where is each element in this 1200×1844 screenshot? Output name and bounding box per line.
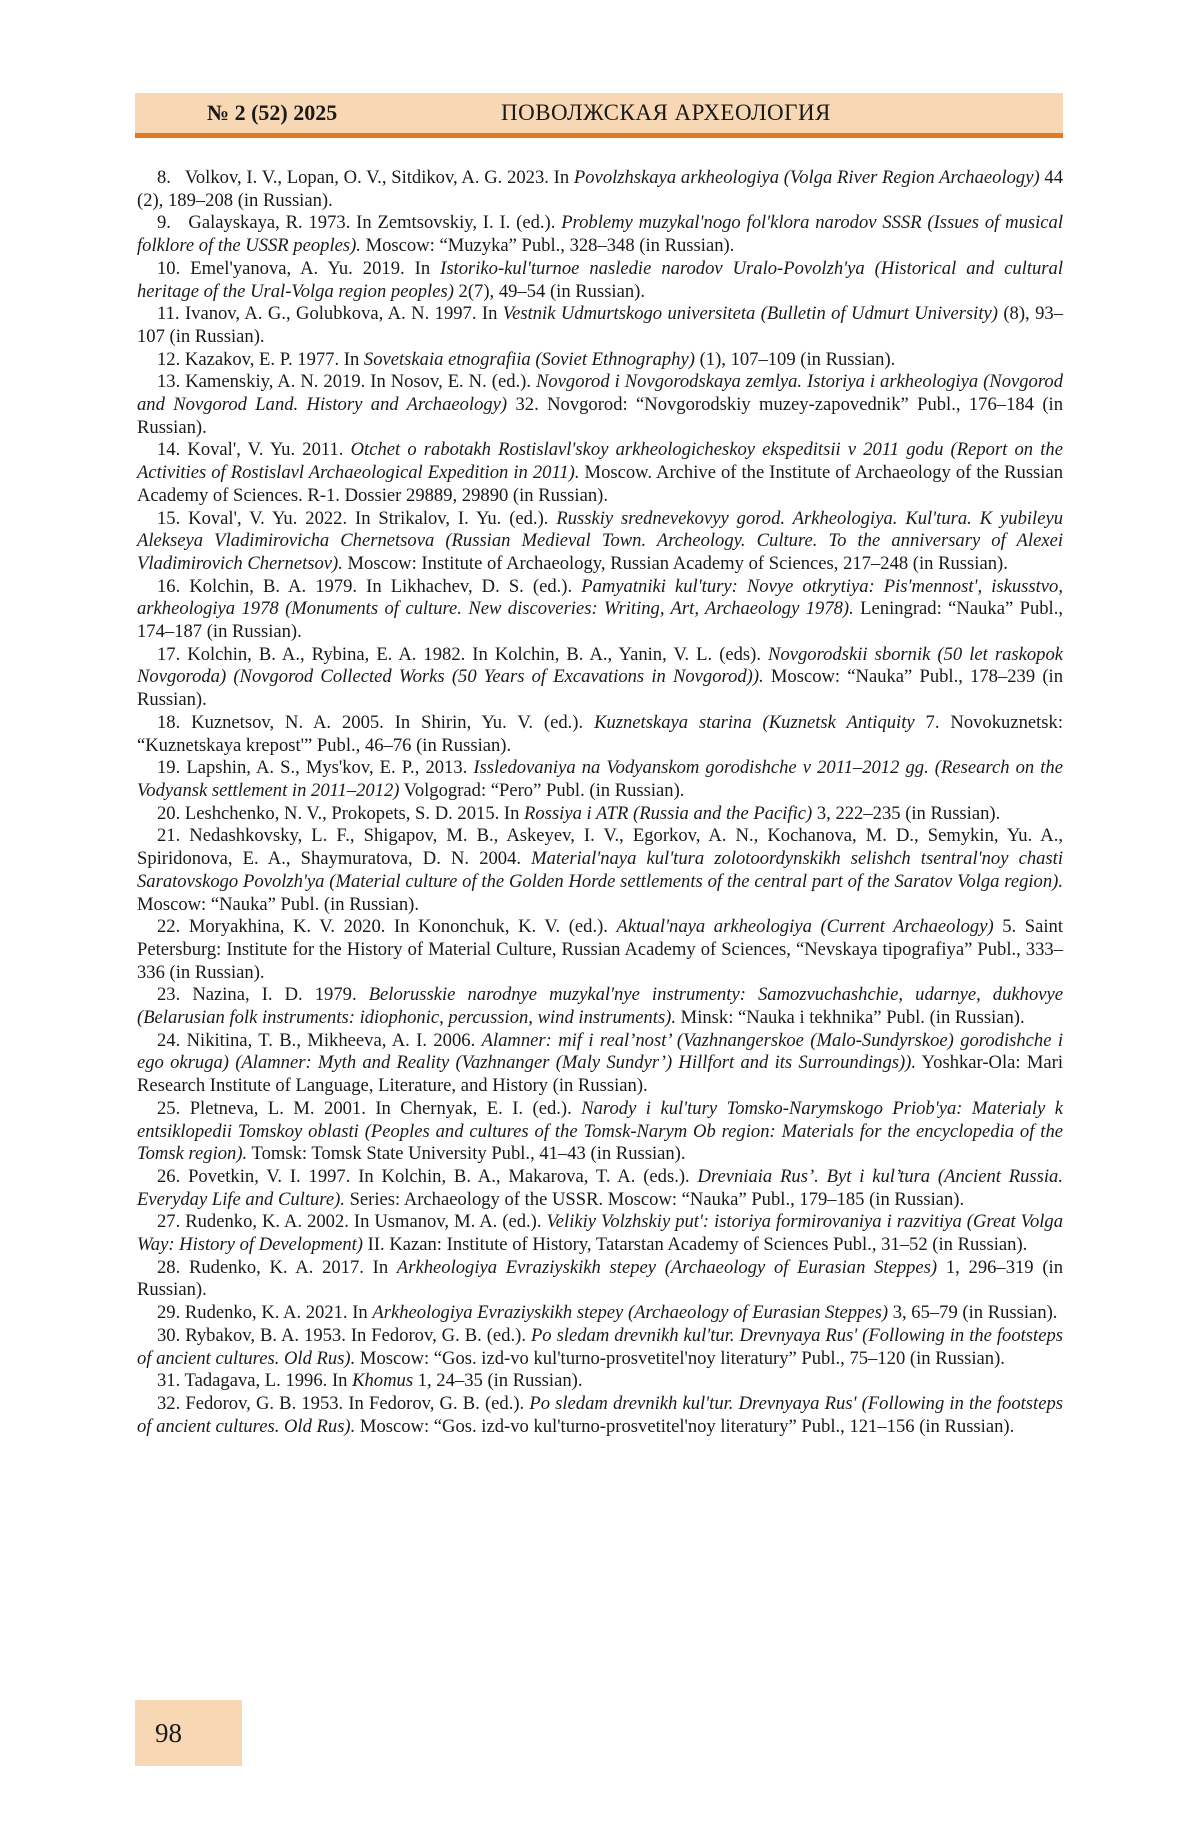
reference-item: 9. Galayskaya, R. 1973. In Zemtsovskiy, I. I. (ed.). Problemy muzykal'nogo fol'klora narodov SSSR (Issues of musical folklore of the USSR peoples). Moscow: “Muzyka” Publ., 328–348 (in Russian).	[137, 212, 1063, 257]
reference-item: 10. Emel'yanova, A. Yu. 2019. In Istoriko-kul'turnoe nasledie narodov Uralo-Povolzh'ya (Historical and cultural heritage of the Ural-Volga region peoples) 2(7), 49–54 (in Russian).	[137, 258, 1063, 303]
reference-item: 11. Ivanov, A. G., Golubkova, A. N. 1997. In Vestnik Udmurtskogo universiteta (Bulletin of Udmurt University) (8), 93–107 (in Russian).	[137, 303, 1063, 348]
reference-item: 27. Rudenko, K. A. 2002. In Usmanov, M. A. (ed.). Velikiy Volzhskiy put': istoriya formirovaniya i razvitiya (Great Volga Way: History of Development) II. Kazan: Institute of History, Tatarstan Academy of Sciences Publ., 31–52 (in Russian).	[137, 1211, 1063, 1256]
issue-number: № 2 (52) 2025	[207, 100, 501, 126]
reference-item: 29. Rudenko, K. A. 2021. In Arkheologiya Evraziyskikh stepey (Archaeology of Eurasian Steppes) 3, 65–79 (in Russian).	[137, 1302, 1063, 1325]
reference-item: 15. Koval', V. Yu. 2022. In Strikalov, I. Yu. (ed.). Russkiy srednevekovyy gorod. Arkheologiya. Kul'tura. K yubileyu Alekseya Vladimirovicha Chernetsova (Russian Medieval Town. Archeology. Culture. To the anniversary of Alexei Vladimirovich Chernetsov). Moscow: Institute of Archaeology, Russian Academy of Sciences, 217–248 (in Russian).	[137, 508, 1063, 576]
journal-title: ПОВОЛЖСКАЯ АРХЕОЛОГИЯ	[501, 100, 831, 126]
reference-item: 16. Kolchin, B. A. 1979. In Likhachev, D. S. (ed.). Pamyatniki kul'tury: Novye otkrytiya: Pis'mennost', iskusstvo, arkheologiya 1978 (Monuments of culture. New discoveries: Writing, Art, Archaeology 1978). Leningrad: “Nauka” Publ., 174–187 (in Russian).	[137, 576, 1063, 644]
page-number: 98	[155, 1718, 182, 1749]
reference-item: 20. Leshchenko, N. V., Prokopets, S. D. 2015. In Rossiya i ATR (Russia and the Pacific) 3, 222–235 (in Russian).	[137, 803, 1063, 826]
reference-item: 30. Rybakov, B. A. 1953. In Fedorov, G. B. (ed.). Po sledam drevnikh kul'tur. Drevnyaya Rus' (Following in the footsteps of ancient cultures. Old Rus). Moscow: “Gos. izd-vo kul'turno-prosvetitel'noy literatury” Publ., 75–120 (in Russian).	[137, 1325, 1063, 1370]
reference-item: 21. Nedashkovsky, L. F., Shigapov, M. B., Askeyev, I. V., Egorkov, A. N., Kochanova, M. D., Semykin, Yu. A., Spiridonova, E. A., Shaymuratova, D. N. 2004. Material'naya kul'tura zolotoordynskikh selishch tsentral'noy chasti Saratovskogo Povolzh'ya (Material culture of the Golden Horde settlements of the central part of the Saratov Volga region). Moscow: “Nauka” Publ. (in Russian).	[137, 825, 1063, 916]
reference-item: 26. Povetkin, V. I. 1997. In Kolchin, B. A., Makarova, T. A. (eds.). Drevniaia Rus’. Byt i kul’tura (Ancient Russia. Everyday Life and Culture). Series: Archaeology of the USSR. Moscow: “Nauka” Publ., 179–185 (in Russian).	[137, 1166, 1063, 1211]
reference-item: 32. Fedorov, G. B. 1953. In Fedorov, G. B. (ed.). Po sledam drevnikh kul'tur. Drevnyaya Rus' (Following in the footsteps of ancient cultures. Old Rus). Moscow: “Gos. izd-vo kul'turno-prosvetitel'noy literatury” Publ., 121–156 (in Russian).	[137, 1393, 1063, 1438]
page-number-box	[135, 1700, 242, 1766]
reference-list	[137, 167, 1063, 1438]
reference-item: 14. Koval', V. Yu. 2011. Otchet o rabotakh Rostislavl'skoy arkheologicheskoy ekspeditsii v 2011 godu (Report on the Activities of Rostislavl Archaeological Expedition in 2011). Moscow. Archive of the Institute of Archaeology of the Russian Academy of Sciences. R-1. Dossier 29889, 29890 (in Russian).	[137, 439, 1063, 507]
reference-item: 18. Kuznetsov, N. A. 2005. In Shirin, Yu. V. (ed.). Kuznetskaya starina (Kuznetsk Antiquity 7. Novokuznetsk: “Kuznetskaya krepost'” Publ., 46–76 (in Russian).	[137, 712, 1063, 757]
reference-item: 23. Nazina, I. D. 1979. Belorusskie narodnye muzykal'nye instrumenty: Samozvuchashchie, udarnye, dukhovye (Belarusian folk instruments: idiophonic, percussion, wind instruments). Minsk: “Nauka i tekhnika” Publ. (in Russian).	[137, 984, 1063, 1029]
journal-header	[135, 93, 1063, 138]
reference-item: 22. Moryakhina, K. V. 2020. In Kononchuk, K. V. (ed.). Aktual'naya arkheologiya (Current Archaeology) 5. Saint Petersburg: Institute for the History of Material Culture, Russian Academy of Sciences, “Nevskaya tipografiya” Publ., 333–336 (in Russian).	[137, 916, 1063, 984]
reference-item: 19. Lapshin, A. S., Mys'kov, E. P., 2013. Issledovaniya na Vodyanskom gorodishche v 2011–2012 gg. (Research on the Vodyansk settlement in 2011–2012) Volgograd: “Pero” Publ. (in Russian).	[137, 757, 1063, 802]
reference-item: 31. Tadagava, L. 1996. In Khomus 1, 24–35 (in Russian).	[137, 1370, 1063, 1393]
reference-item: 12. Kazakov, E. P. 1977. In Sovetskaia etnografiia (Soviet Ethnography) (1), 107–109 (in Russian).	[137, 349, 1063, 372]
reference-item: 24. Nikitina, T. B., Mikheeva, A. I. 2006. Alamner: mif i real’nost’ (Vazhnangerskoe (Malo-Sundyrskoe) gorodishche i ego okruga) (Alamner: Myth and Reality (Vazhnanger (Maly Sundyr’) Hillfort and its Surroundings)). Yoshkar-Ola: Mari Research Institute of Language, Literature, and History (in Russian).	[137, 1030, 1063, 1098]
reference-item: 13. Kamenskiy, A. N. 2019. In Nosov, E. N. (ed.). Novgorod i Novgorodskaya zemlya. Istoriya i arkheologiya (Novgorod and Novgorod Land. History and Archaeology) 32. Novgorod: “Novgorodskiy muzey-zapovednik” Publ., 176–184 (in Russian).	[137, 371, 1063, 439]
reference-item: 8. Volkov, I. V., Lopan, O. V., Sitdikov, A. G. 2023. In Povolzhskaya arkheologiya (Volga River Region Archaeology) 44 (2), 189–208 (in Russian).	[137, 167, 1063, 212]
reference-item: 17. Kolchin, B. A., Rybina, E. A. 1982. In Kolchin, B. A., Yanin, V. L. (eds). Novgorodskii sbornik (50 let raskopok Novgoroda) (Novgorod Collected Works (50 Years of Excavations in Novgorod)). Moscow: “Nauka” Publ., 178–239 (in Russian).	[137, 644, 1063, 712]
reference-item: 25. Pletneva, L. M. 2001. In Chernyak, E. I. (ed.). Narody i kul'tury Tomsko-Narymskogo Priob'ya: Materialy k entsiklopedii Tomskoy oblasti (Peoples and cultures of the Tomsk-Narym Ob region: Materials for the encyclopedia of the Tomsk region). Tomsk: Tomsk State University Publ., 41–43 (in Russian).	[137, 1098, 1063, 1166]
reference-item: 28. Rudenko, K. A. 2017. In Arkheologiya Evraziyskikh stepey (Archaeology of Eurasian Steppes) 1, 296–319 (in Russian).	[137, 1257, 1063, 1302]
